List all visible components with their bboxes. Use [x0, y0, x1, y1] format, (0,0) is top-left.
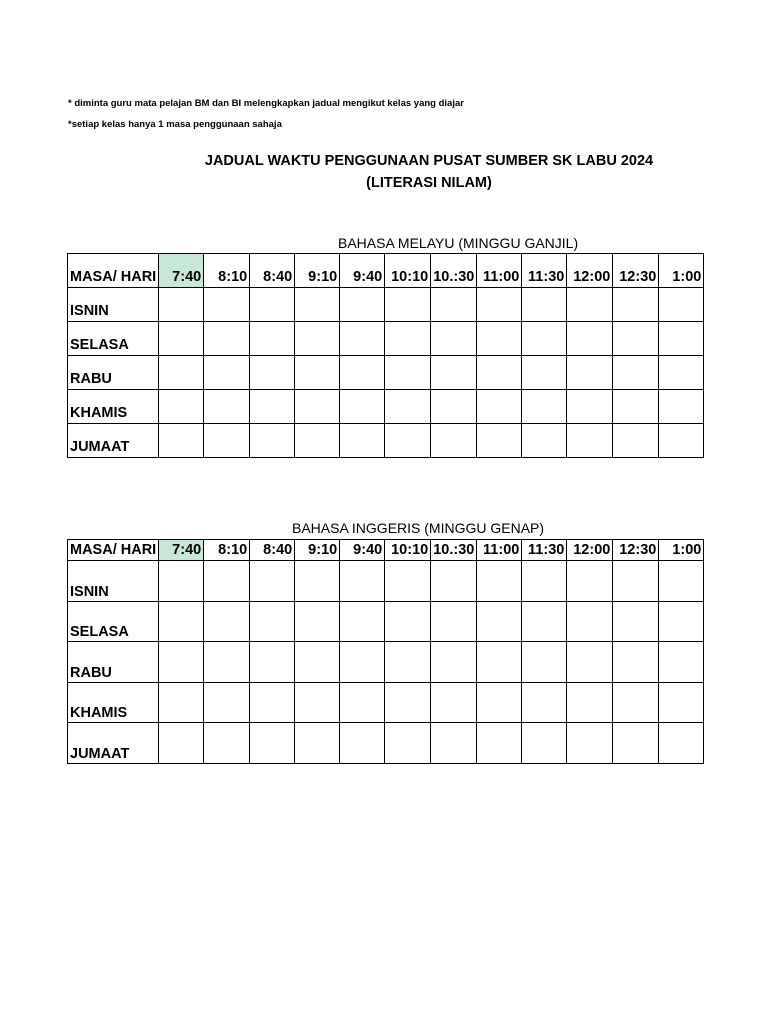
schedule-slot-cell — [431, 642, 477, 683]
schedule-slot-cell — [340, 642, 385, 683]
schedule-slot-cell — [431, 601, 477, 642]
schedule-slot-cell — [567, 322, 613, 356]
schedule-slot-cell — [659, 424, 704, 458]
schedule-slot-cell — [340, 288, 385, 322]
schedule-slot-cell — [613, 561, 659, 602]
header-row — [68, 254, 704, 288]
table-caption-bm: BAHASA MELAYU (MINGGU GANJIL) — [338, 235, 579, 251]
schedule-slot-cell — [431, 288, 477, 322]
schedule-slot-cell — [340, 682, 385, 723]
schedule-slot-cell — [159, 322, 204, 356]
schedule-slot-cell — [522, 601, 567, 642]
time-header-cell: 10:10 — [385, 540, 431, 561]
day-row — [68, 288, 704, 322]
schedule-slot-cell — [159, 356, 204, 390]
schedule-slot-cell — [340, 356, 385, 390]
schedule-slot-cell — [385, 356, 431, 390]
day-row — [68, 356, 704, 390]
schedule-slot-cell — [385, 561, 431, 602]
schedule-slot-cell — [431, 561, 477, 602]
page-title: JADUAL WAKTU PENGGUNAAN PUSAT SUMBER SK LABU 2024 — [204, 153, 654, 169]
schedule-slot-cell — [431, 424, 477, 458]
schedule-slot-cell — [295, 601, 340, 642]
schedule-slot-cell — [522, 322, 567, 356]
time-header-cell: 1:00 — [659, 254, 704, 288]
schedule-slot-cell — [522, 642, 567, 683]
schedule-slot-cell — [385, 288, 431, 322]
schedule-slot-cell — [340, 561, 385, 602]
schedule-slot-cell — [477, 288, 522, 322]
schedule-slot-cell — [250, 601, 295, 642]
timetable-bahasa-inggeris — [67, 539, 704, 764]
time-header-cell: 11:30 — [522, 254, 567, 288]
schedule-slot-cell — [477, 682, 522, 723]
schedule-slot-cell — [567, 601, 613, 642]
time-header-cell: 12:00 — [567, 540, 613, 561]
schedule-slot-cell — [431, 723, 477, 764]
schedule-slot-cell — [340, 390, 385, 424]
time-header-cell: 8:10 — [204, 254, 250, 288]
schedule-slot-cell — [159, 390, 204, 424]
time-header-cell: 9:10 — [295, 254, 340, 288]
schedule-slot-cell — [477, 642, 522, 683]
schedule-slot-cell — [659, 356, 704, 390]
schedule-slot-cell — [250, 322, 295, 356]
schedule-slot-cell — [250, 424, 295, 458]
header-row — [68, 540, 704, 561]
schedule-slot-cell — [477, 356, 522, 390]
schedule-slot-cell — [613, 322, 659, 356]
schedule-slot-cell — [250, 356, 295, 390]
schedule-slot-cell — [659, 682, 704, 723]
schedule-slot-cell — [613, 356, 659, 390]
schedule-slot-cell — [522, 288, 567, 322]
schedule-slot-cell — [431, 322, 477, 356]
schedule-slot-cell — [567, 682, 613, 723]
schedule-slot-cell — [477, 601, 522, 642]
schedule-slot-cell — [204, 322, 250, 356]
schedule-slot-cell — [204, 288, 250, 322]
schedule-slot-cell — [295, 723, 340, 764]
day-label-cell: RABU — [68, 356, 159, 390]
schedule-slot-cell — [659, 288, 704, 322]
time-header-cell: 7:40 — [159, 540, 204, 561]
schedule-slot-cell — [522, 561, 567, 602]
day-row — [68, 642, 704, 683]
schedule-slot-cell — [385, 682, 431, 723]
time-header-cell: 10:10 — [385, 254, 431, 288]
schedule-slot-cell — [385, 390, 431, 424]
time-header-cell: 1:00 — [659, 540, 704, 561]
day-label-cell: JUMAAT — [68, 723, 159, 764]
schedule-slot-cell — [295, 424, 340, 458]
schedule-slot-cell — [250, 642, 295, 683]
schedule-slot-cell — [295, 682, 340, 723]
schedule-slot-cell — [477, 561, 522, 602]
schedule-slot-cell — [477, 424, 522, 458]
schedule-slot-cell — [613, 723, 659, 764]
corner-header-cell: MASA/ HARI — [68, 254, 159, 288]
day-row — [68, 561, 704, 602]
schedule-slot-cell — [522, 356, 567, 390]
timetable-bahasa-melayu — [67, 253, 704, 458]
time-header-cell: 8:10 — [204, 540, 250, 561]
schedule-slot-cell — [204, 390, 250, 424]
time-header-cell: 11:00 — [477, 540, 522, 561]
schedule-slot-cell — [159, 601, 204, 642]
schedule-slot-cell — [522, 424, 567, 458]
day-label-cell: SELASA — [68, 601, 159, 642]
day-row — [68, 322, 704, 356]
schedule-slot-cell — [340, 601, 385, 642]
time-header-cell: 7:40 — [159, 254, 204, 288]
schedule-slot-cell — [340, 322, 385, 356]
schedule-slot-cell — [385, 322, 431, 356]
schedule-slot-cell — [567, 356, 613, 390]
schedule-slot-cell — [659, 561, 704, 602]
schedule-slot-cell — [159, 424, 204, 458]
schedule-slot-cell — [431, 682, 477, 723]
day-row — [68, 723, 704, 764]
time-header-cell: 9:40 — [340, 254, 385, 288]
time-header-cell: 9:10 — [295, 540, 340, 561]
schedule-slot-cell — [613, 424, 659, 458]
day-row — [68, 601, 704, 642]
time-header-cell: 12:00 — [567, 254, 613, 288]
schedule-slot-cell — [659, 322, 704, 356]
schedule-slot-cell — [385, 424, 431, 458]
schedule-slot-cell — [204, 424, 250, 458]
schedule-slot-cell — [431, 356, 477, 390]
time-header-cell: 12:30 — [613, 254, 659, 288]
schedule-slot-cell — [567, 390, 613, 424]
day-label-cell: KHAMIS — [68, 390, 159, 424]
schedule-slot-cell — [204, 356, 250, 390]
schedule-slot-cell — [295, 288, 340, 322]
schedule-slot-cell — [477, 390, 522, 424]
day-label-cell: ISNIN — [68, 288, 159, 322]
schedule-slot-cell — [567, 424, 613, 458]
page-subtitle: (LITERASI NILAM) — [366, 175, 492, 191]
schedule-slot-cell — [250, 390, 295, 424]
time-header-cell: 10.:30 — [431, 254, 477, 288]
schedule-slot-cell — [295, 561, 340, 602]
schedule-slot-cell — [204, 682, 250, 723]
schedule-slot-cell — [613, 288, 659, 322]
schedule-slot-cell — [613, 682, 659, 723]
schedule-slot-cell — [385, 642, 431, 683]
instruction-note-1: * diminta guru mata pelajan BM dan BI melengkapkan jadual mengikut kelas yang diajar — [68, 98, 464, 109]
day-label-cell: KHAMIS — [68, 682, 159, 723]
schedule-slot-cell — [613, 642, 659, 683]
day-label-cell: ISNIN — [68, 561, 159, 602]
table-caption-bi: BAHASA INGGERIS (MINGGU GENAP) — [292, 520, 545, 536]
day-label-cell: RABU — [68, 642, 159, 683]
corner-header-cell: MASA/ HARI — [68, 540, 159, 561]
schedule-slot-cell — [522, 682, 567, 723]
schedule-slot-cell — [159, 723, 204, 764]
schedule-slot-cell — [567, 723, 613, 764]
schedule-slot-cell — [385, 723, 431, 764]
schedule-slot-cell — [659, 642, 704, 683]
schedule-slot-cell — [340, 723, 385, 764]
schedule-slot-cell — [295, 390, 340, 424]
schedule-slot-cell — [204, 723, 250, 764]
time-header-cell: 9:40 — [340, 540, 385, 561]
schedule-slot-cell — [659, 601, 704, 642]
schedule-slot-cell — [250, 561, 295, 602]
time-header-cell: 12:30 — [613, 540, 659, 561]
schedule-slot-cell — [295, 322, 340, 356]
schedule-slot-cell — [159, 288, 204, 322]
day-label-cell: SELASA — [68, 322, 159, 356]
instruction-note-2: *setiap kelas hanya 1 masa penggunaan sahaja — [68, 119, 282, 130]
day-row — [68, 682, 704, 723]
schedule-slot-cell — [204, 642, 250, 683]
schedule-slot-cell — [522, 390, 567, 424]
schedule-slot-cell — [159, 561, 204, 602]
time-header-cell: 8:40 — [250, 254, 295, 288]
schedule-slot-cell — [250, 288, 295, 322]
schedule-slot-cell — [567, 561, 613, 602]
time-header-cell: 11:00 — [477, 254, 522, 288]
schedule-slot-cell — [477, 723, 522, 764]
time-header-cell: 11:30 — [522, 540, 567, 561]
schedule-slot-cell — [250, 723, 295, 764]
schedule-slot-cell — [567, 288, 613, 322]
time-header-cell: 8:40 — [250, 540, 295, 561]
day-label-cell: JUMAAT — [68, 424, 159, 458]
schedule-slot-cell — [250, 682, 295, 723]
time-header-cell: 10.:30 — [431, 540, 477, 561]
day-row — [68, 390, 704, 424]
schedule-slot-cell — [340, 424, 385, 458]
schedule-slot-cell — [204, 561, 250, 602]
schedule-slot-cell — [659, 723, 704, 764]
schedule-slot-cell — [613, 390, 659, 424]
schedule-slot-cell — [659, 390, 704, 424]
schedule-slot-cell — [159, 682, 204, 723]
schedule-slot-cell — [477, 322, 522, 356]
schedule-slot-cell — [295, 642, 340, 683]
schedule-slot-cell — [613, 601, 659, 642]
schedule-slot-cell — [204, 601, 250, 642]
schedule-slot-cell — [522, 723, 567, 764]
schedule-slot-cell — [567, 642, 613, 683]
day-row — [68, 424, 704, 458]
schedule-slot-cell — [431, 390, 477, 424]
schedule-slot-cell — [295, 356, 340, 390]
schedule-slot-cell — [385, 601, 431, 642]
schedule-slot-cell — [159, 642, 204, 683]
